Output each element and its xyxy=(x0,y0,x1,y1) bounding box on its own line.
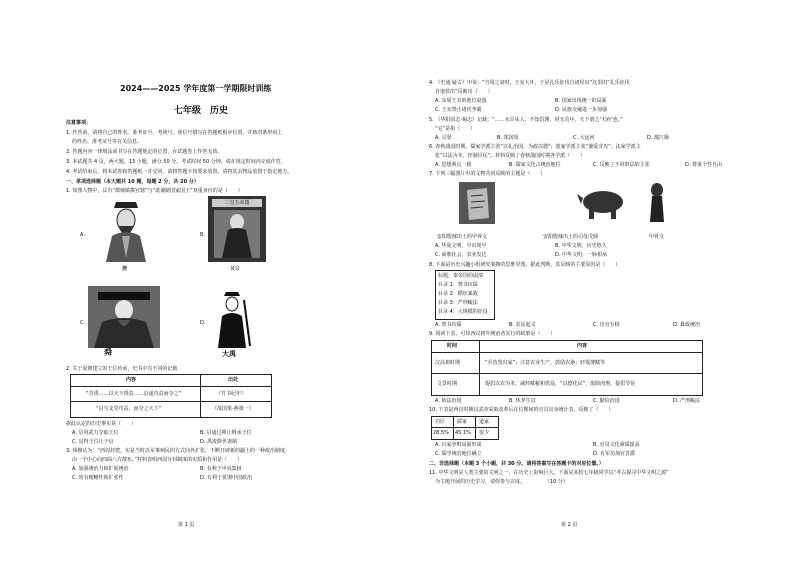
q3-option-a: A. 加强统治力和扩展统治 xyxy=(72,466,129,472)
page-number-1: 第 1 页 xyxy=(178,522,195,528)
exam-subtitle: 七年级 历史 xyxy=(174,106,229,116)
q8-stem: 8. 下面是历史兴趣小组研究秦朝的思维导图。据此判断，其反映的主要原因是（ ） xyxy=(429,262,621,268)
section-1-heading: 一、单项选择题（本大题共 10 题，每题 2 分，共 20 分） xyxy=(66,179,199,185)
q7-option-d: D. 中华文明，一脉相承 xyxy=(555,252,608,258)
jade-figure-image xyxy=(647,182,667,222)
q6-option-a: A. 思想观点一致 xyxy=(435,162,472,168)
q2-option-c: C. 县得王位让于启 xyxy=(72,439,114,445)
page-number-2: 第 2 页 xyxy=(561,522,578,528)
q8-option-c: C. 宦官专权 xyxy=(593,322,620,328)
q6-option-b: B. 儒家文化占统治地位 xyxy=(509,162,561,168)
q2-row2-source: 《战国策·燕策一》 xyxy=(212,406,254,412)
q8-option-b: B. 农民起义 xyxy=(509,322,536,328)
note-line: 3. 本试题共 4 页，两大题，13 小题，满分 50 分。考试时间 50 分钟。请在规定时间内完成作答。 xyxy=(66,159,286,165)
section-2-heading: 二、非选择题（本题 3 个小题，共 30 分。请将答案写在答题卡的对应位置。） xyxy=(429,461,604,467)
q3-option-d: D. 有利于贯彻中国政治 xyxy=(200,475,253,481)
q2-head-source: 出处 xyxy=(228,377,239,383)
q8-option-a: A. 焚书坑儒 xyxy=(435,322,462,328)
q1-b-banner: 三皇五帝图 xyxy=(212,199,262,207)
q1-stem: 1. 如图人物中，具有“都城镇撰宫辖”与“欲兼制国家国王”双重身份的是（ ） xyxy=(66,188,243,194)
q7-option-c: C. 商朝社会，农业发达 xyxy=(435,252,487,258)
q2-row2-content: “启与支党攻益，而夺之天下” xyxy=(96,406,162,412)
q5-option-a: A. 灵渠 xyxy=(435,135,452,141)
q9-row2-time: 文景时期 xyxy=(437,381,458,387)
q8-box-item: 目录 3：严刑峻法 xyxy=(438,300,478,306)
q9-option-b: B. 休养生息 xyxy=(509,398,536,404)
q7-option-b: B. 中华文明，历史悠久 xyxy=(555,243,607,249)
note-line: 4. 考试结束后，将本试卷和答题纸一并交回，请将答题卡按要求放置。请将其余物品放置于指定地方。 xyxy=(66,169,293,175)
q2-row1-source: 《竹书纪年》 xyxy=(216,391,247,397)
q1-caption-huangdi: 黄帝 xyxy=(230,266,241,272)
q6-option-d: D. 尊重个性自由 xyxy=(685,162,723,168)
yao-portrait xyxy=(96,198,156,262)
q1-caption-yao: 尧 xyxy=(122,266,128,272)
q11-stem: 11. 中华文明是人类主要的文明之一，在历史上影响巨大。下面是某校七年级同学以“考古探寻中华文明之源” xyxy=(429,470,669,476)
q5-option-d: D. 都江堰 xyxy=(647,135,670,141)
q5-option-b: B. 郑国渠 xyxy=(497,135,519,141)
q9-row1-time: 汉高祖时期 xyxy=(435,360,461,366)
q6-stem-line2: 张“以法为本，控制臣民”。材料反映了春秋战国时期各学派（ ） xyxy=(435,153,586,159)
q1-option-b: B. xyxy=(200,232,206,238)
q10-head-3: 道家 xyxy=(479,419,490,425)
q10-stem: 10. 下表是西汉时期汉武帝采取改革后在位期间的官员出身统计表，反映了（ ） xyxy=(429,407,614,413)
q4-stem: 4. 《史通·疑古》中说：“当周之衰时，王室大坏，于是礼乐征伐自诸侯出”这里的“礼乐征伐 xyxy=(429,80,630,86)
q10-option-a: A. 百家争鸣局面形成 xyxy=(435,442,482,448)
q1-caption-dayu: 大禹 xyxy=(222,350,236,358)
q8-box-item: 目录 1：焚书坑儒 xyxy=(438,282,478,288)
q1-caption-shun: 舜 xyxy=(104,348,112,357)
q2-row1-content: “昔禹……以天下授益……启遂攻益而夺之” xyxy=(86,391,182,397)
q8-option-d: D. 暴政统治 xyxy=(673,322,701,328)
notes-heading: 注意事项： xyxy=(66,120,92,126)
shun-portrait xyxy=(88,286,160,348)
q4-option-c: C. 王室禁止诸侯争霸 xyxy=(435,107,482,113)
q9-option-c: C. 勤俭治国 xyxy=(593,398,620,404)
right-page xyxy=(397,0,794,561)
q2-stem: 2. 关于夏朝建立的王位传承，史书中有不同的记载 xyxy=(66,366,178,372)
q4-option-b: B. 国家出现统一的局面 xyxy=(555,98,607,104)
q11-stem-line2: 为主题开展的历史学习，请你参与完成。 （10 分） xyxy=(435,479,568,485)
q4-option-d: D. 民族交融进一步加强 xyxy=(555,107,608,113)
note-line: 的姓名、准考证号等有关信息。 xyxy=(72,139,143,145)
q2-after: 据此认定的历史事实是（ ） xyxy=(66,421,137,427)
q2-option-b: B. 启通过禅让继承王位 xyxy=(200,430,252,436)
q8-box-item: 目录 2：横征暴敛 xyxy=(438,291,478,297)
q9-option-a: A. 依法治国 xyxy=(435,398,462,404)
huangdi-image xyxy=(208,196,266,262)
q7-option-a: A. 华夏文明，早出现早 xyxy=(435,243,487,249)
q5-stem: 5. 《华阳国志·蜀志》记载：“……水旱从人，不知饥馑，时无荒年，天下谓之‘天府’也。” xyxy=(429,117,623,123)
oracle-bone-image xyxy=(459,182,495,224)
q10-val-1: 28.5% xyxy=(433,430,449,436)
q10-option-c: C. 儒学统治地位确立 xyxy=(435,451,482,457)
q10-head-2: 儒家 xyxy=(457,419,468,425)
q9-head-time: 时间 xyxy=(447,343,458,349)
q9-stem: 9. 阅读下表，可知西汉初年统治者实行的政策是（ ） xyxy=(429,331,556,337)
note-line: 1. 作答前，请将自己的姓名、准考证号、考场号、座位号填写在答题纸相应位置，并核对条形码上 xyxy=(66,130,283,136)
q8-box-title: 标题：秦帝国的崩溃 xyxy=(438,273,484,279)
q3-option-b: B. 有利于中央集权 xyxy=(200,466,242,472)
q7-stem: 7. 下列三幅图片中的文物共同反映的主题是（ ） xyxy=(429,171,546,177)
q1-option-d: D. xyxy=(200,320,206,326)
q10-head-1: 功臣 xyxy=(435,419,446,425)
q4-stem-line2: 自诸侯出”反映出（ ） xyxy=(435,89,493,95)
q2-option-d: D. 禹废除世袭制 xyxy=(200,439,238,445)
note-line: 2. 答题内容一律填涂或书写在答题规定的位置，在试题卷上作答无效。 xyxy=(66,149,223,155)
q9-row2-content: 提倡以农为本，减轻赋税和徭役，“以德化民”，废除肉刑，提倡节俭 xyxy=(485,381,636,387)
q4-option-a: A. 东周王室的地位衰落 xyxy=(435,98,487,104)
q1-option-c: C. xyxy=(80,320,86,326)
q10-val-2: 45.1% xyxy=(455,430,471,436)
q2-head-content: 内容 xyxy=(126,377,137,383)
q10-option-b: B. 官员文化素质提高 xyxy=(593,442,640,448)
q9-row1-content: “兵皆罢归家”；注意农业生产，鼓励农桑；轻徭薄赋等 xyxy=(485,360,606,366)
q3-option-c: C. 密有便略性和扩张性 xyxy=(72,475,124,481)
q9-head-content: 内容 xyxy=(577,343,588,349)
q3-stem-line2: 由一个中心向四面八方散布。”材料表明西周分封制度的实质和作用是（ ） xyxy=(72,457,243,463)
q5-stem-line2: “它”是指（ ） xyxy=(435,126,476,132)
q10-val-3: 很少 xyxy=(479,430,490,436)
dayu-image xyxy=(210,290,254,348)
exam-title: 2024——2025 学年度第一学期限时训练 xyxy=(120,84,272,93)
q7-caption-1: 安阳殷墟出土的甲骨文 xyxy=(437,234,488,240)
q10-option-d: D. 有军功加官晋爵 xyxy=(593,451,636,457)
bronze-rhino-image xyxy=(577,186,627,220)
q7-caption-2: 安阳殷墟出土的司母戊鼎 xyxy=(543,234,599,240)
q2-option-a: A. 启用武力夺取王位 xyxy=(72,430,119,436)
q8-box-item: 目录 4：大规模的征役 xyxy=(438,309,488,315)
q1-option-a: A. xyxy=(80,232,85,238)
q7-caption-3: 甲骨文 xyxy=(649,234,665,240)
q6-stem: 6. 春秋战国时期，儒家学派主张“以礼治国，为政以德”；墨家学派主张“兼爱非攻”；法家学派主 xyxy=(429,144,641,150)
q3-stem: 3. 钱穆认为：“西周封建，实是当时以军事殖民的方式向外扩张，不断开辟新的疆土的一种政治制度， xyxy=(66,448,290,454)
q9-option-d: D. 严刑峻法 xyxy=(673,398,701,404)
q6-option-c: C. 反映了不同阶层的主张 xyxy=(593,162,650,168)
q5-option-c: C. 大运河 xyxy=(573,135,595,141)
q9-table xyxy=(431,340,703,396)
